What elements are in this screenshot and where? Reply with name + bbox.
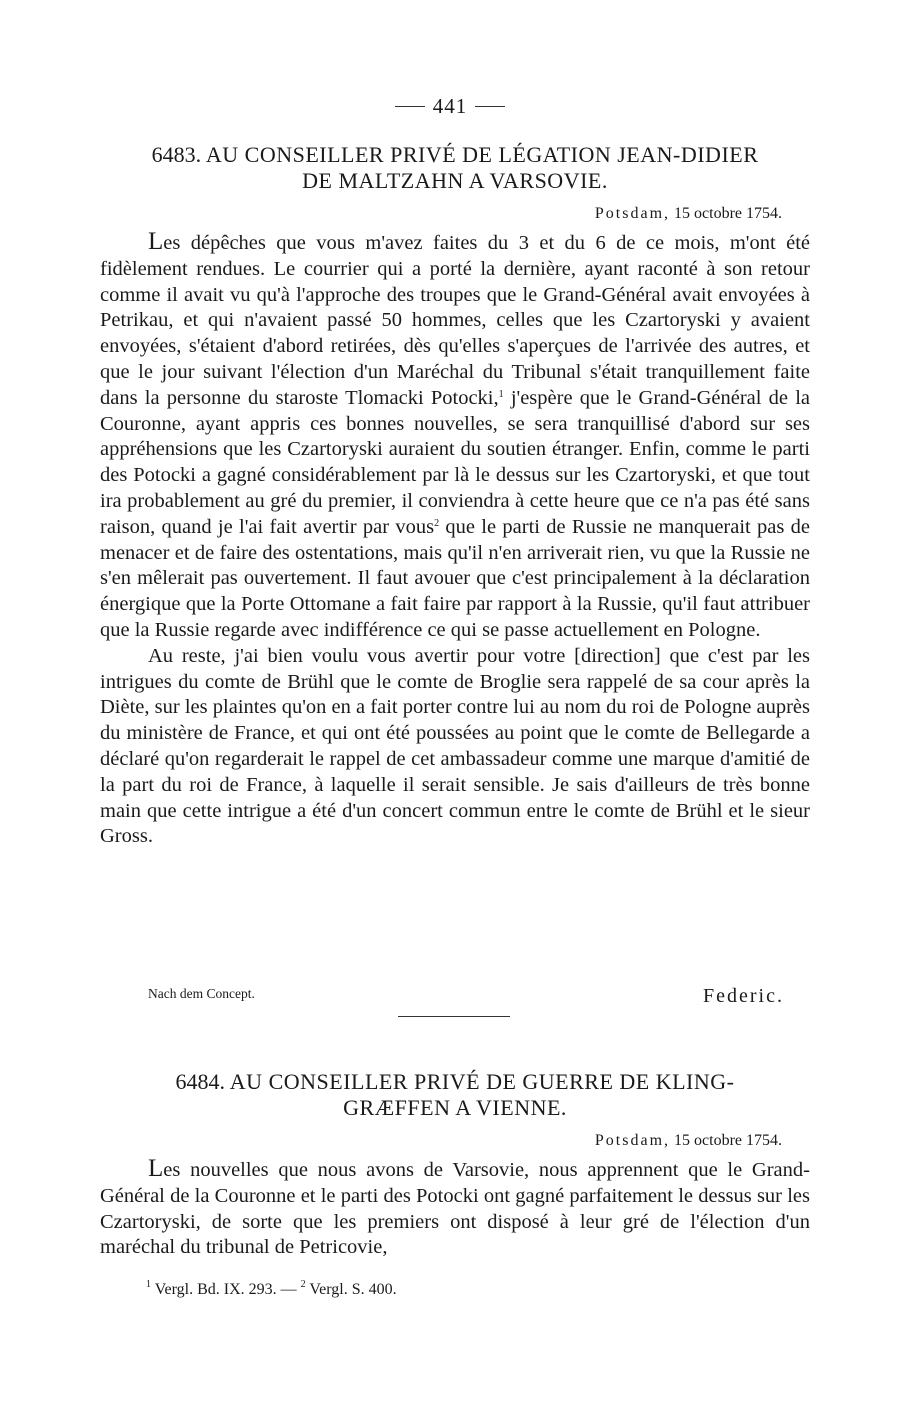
initial-letter: L (148, 1155, 164, 1182)
heading-line-2: GRÆFFEN A VIENNE. (343, 1095, 567, 1120)
heading-line-1 (100, 142, 810, 168)
paragraph-1: Les dépêches que vous m'avez faites du 3 et du 6 de ce mois, m'ont été fidèlement rendues. Le courrier qui a porté la dernière, ayant raconté à son retour comme il avait vu qu'à l'approche des troupes que le Grand-Général avait envoyées à Petrikau, et qui n'avaient passé 50 hommes, celles que les Czartoryski y avaient envoyées, s'étaient d'abord retirées, dès qu'elles s'aperçues de l'arrivée des autres, et que le jour suivant l'élection d'un Maréchal du Tribunal s'était tranquillement faite dans la personne du staroste Tlomacki Potocki,$^1$ j'espère que le Grand-Général de la Couronne, ayant appris ces bonnes nouvelles, se sera tranquillisé d'abord sur ses appréhensions que les Czartoryski auraient du soutien étranger. Enfin, comme le parti des Potocki a gagné considérablement par là le dessus sur les Czartoryski, et que tout ira probablement au gré du premier, il conviendra à cette heure que ce n'a pas été sans raison, quand je l'ai fait avertir par vous$^2$ que le parti de Russie ne manquerait pas de menacer et de faire des ostentations, mais qu'il n'en arriverait rien, vu que la Russie ne s'en mêlerait pas ouvertement. Il faut avouer que c'est principalement à la déclaration énergique que la Porte Ottomane a fait faire par rapport à la Russie, qu'il faut attribuer que la Russie regarde avec indifférence ce qui se passe actuellement en Pologne. (100, 228, 811, 641)
page-number-text: 441 (432, 93, 468, 118)
letter-number: 6483. (151, 142, 202, 167)
heading-line-2: DE MALTZAHN A VARSOVIE. (302, 168, 608, 193)
source-note: Nach dem Concept. (148, 986, 255, 1001)
heading-line-1 (100, 1069, 810, 1095)
footnote-mark: 2 (300, 1279, 306, 1290)
initial-letter: L (148, 228, 164, 255)
letter-6483-body (100, 229, 810, 850)
dash-right (475, 106, 505, 107)
page-number (0, 94, 900, 118)
dash-left (395, 106, 425, 107)
letter-6484-body (100, 1156, 810, 1261)
section-separator (398, 1016, 510, 1017)
footnote-mark: 1 (146, 1279, 151, 1290)
footnote-mark: 1 (498, 388, 504, 400)
footnotes (146, 1281, 397, 1299)
place: Potsdam, (594, 205, 671, 222)
paragraph-1: Les nouvelles que nous avons de Varsovie, nous apprennent que le Grand-Général de la Couronne et le parti des Potocki ont gagné parfaitement le dessus sur les Czartoryski, de sorte que les premiers ont disposé à leur gré de l'élection d'un maréchal du tribunal de Petricovie, (100, 1155, 810, 1259)
heading-text: AU CONSEILLER PRIVÉ DE LÉGATION JEAN-DIDIER (205, 142, 759, 167)
letter-6483-heading (100, 142, 810, 194)
letter-6484-heading (100, 1069, 810, 1121)
signature: Federic. (703, 985, 784, 1007)
letter-number: 6484. (175, 1069, 225, 1094)
footnote-2: Vergl. S. 400. (305, 1281, 397, 1298)
footnote-mark: 2 (434, 517, 440, 529)
heading-text: AU CONSEILLER PRIVÉ DE GUERRE DE KLING- (229, 1069, 735, 1094)
letter-6484-dateline (595, 1132, 782, 1150)
date: 15 octobre 1754. (670, 205, 782, 222)
place: Potsdam, (594, 1132, 671, 1149)
letter-6483-dateline (595, 205, 782, 223)
date: 15 octobre 1754. (670, 1132, 782, 1149)
paragraph-2: Au reste, j'ai bien voulu vous avertir pour votre [direction] que c'est par les intrigues du comte de Brühl que le comte de Broglie sera rappelé de sa cour après la Diète, sur les plaintes qu'on en a fait porter contre lui au nom du roi de Pologne auprès du ministère de France, et qui ont été poussées au point que le comte de Bellegarde a déclaré qu'on regarderait le rappel de cet ambassadeur comme une marque d'amitié de la part du roi de France, à laquelle il serait sensible. Je sais d'ailleurs de très bonne main que cette intrigue a été d'un concert commun entre le comte de Brühl et le sieur Gross. (100, 644, 810, 848)
footnote-1: Vergl. Bd. IX. 293. — (151, 1281, 301, 1298)
